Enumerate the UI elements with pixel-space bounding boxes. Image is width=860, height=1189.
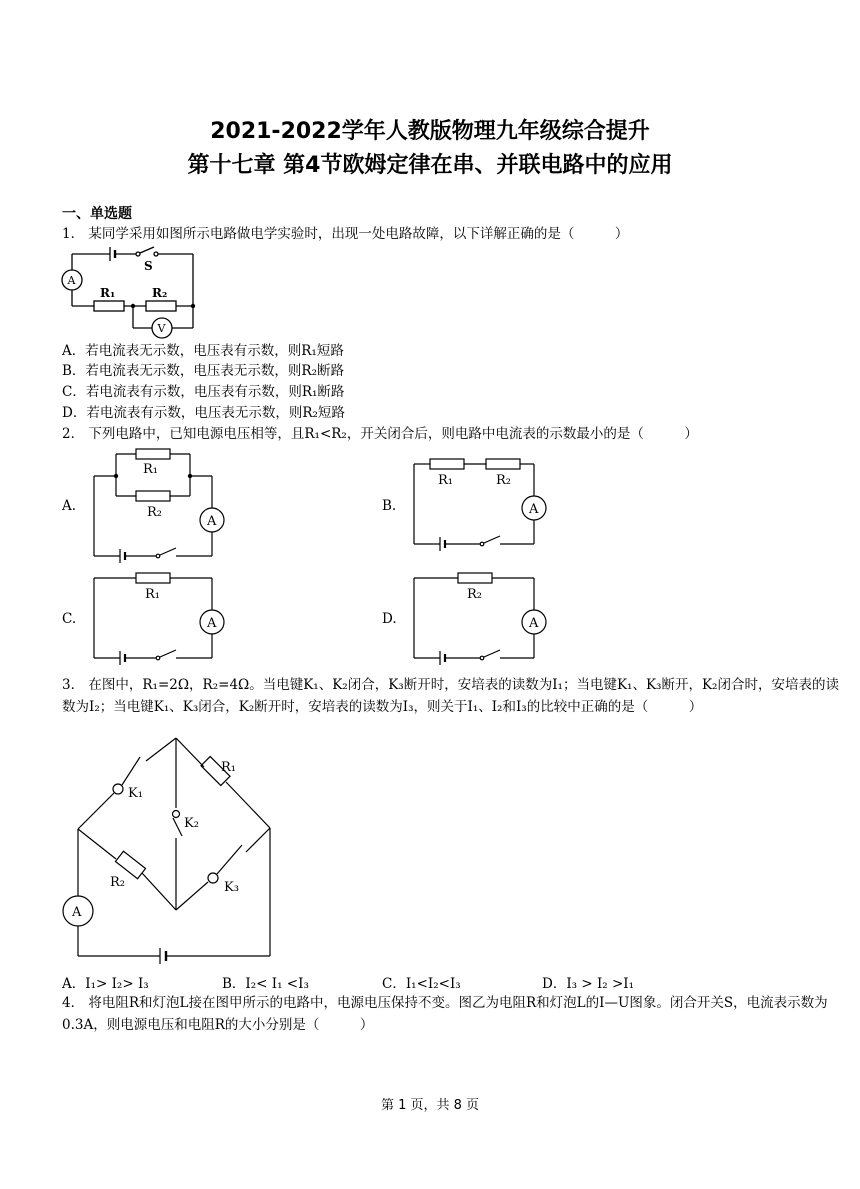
q2b-r2-label: R₂ — [496, 473, 511, 488]
q1-option-a[interactable]: A．若电流表无示数，电压表有示数，则R₁短路 — [62, 343, 344, 359]
q2-circuit-b[interactable] — [410, 456, 552, 550]
q1-stem: 1． 某同学采用如图所示电路做电学实验时，出现一处电路故障，以下详解正确的是（ ） — [62, 226, 629, 242]
q4-stem: 4． 将电阻R和灯泡L接在图甲所示的电路中，电源电压保持不变。图乙为电阻R和灯泡L的I—U图象。闭合开关S，电流表示数为0.3A，则电源电压和电阻R的大小分别是（ ） — [62, 995, 828, 1033]
q2c-ammeter-label: A — [207, 616, 217, 631]
q2-option-d-letter[interactable]: D. — [382, 611, 397, 627]
page-subtitle: 第十七章 第4节欧姆定律在串、并联电路中的应用 — [187, 153, 673, 178]
q3-option-b[interactable]: B．I₂< I₁ <I₃ — [222, 976, 309, 992]
q2a-r1-label: R₁ — [143, 462, 158, 477]
section-heading: 一、单选题 — [62, 206, 132, 222]
q3-k3-label: K₃ — [224, 880, 239, 895]
q1-circuit-diagram — [60, 244, 200, 340]
page-footer: 第 1 页，共 8 页 — [380, 1098, 480, 1113]
q2c-r1-label: R₁ — [145, 587, 160, 602]
q1-r2-label: R₂ — [152, 286, 168, 300]
q2-circuit-d[interactable] — [410, 570, 552, 666]
q3-circuit-diagram — [58, 734, 278, 966]
q2-stem: 2． 下列电路中，已知电源电压相等，且R₁<R₂，开关闭合后，则电路中电流表的示数最小的是（ ） — [62, 426, 698, 442]
q2-circuit-a[interactable] — [90, 446, 230, 564]
q1-r1-label: R₁ — [100, 286, 116, 300]
q2a-r2-label: R₂ — [147, 505, 162, 520]
q1-option-c[interactable]: C．若电流表有示数，电压表有示数，则R₁断路 — [62, 384, 345, 400]
q2-circuit-c[interactable] — [90, 570, 230, 666]
q2-option-a-letter[interactable]: A. — [62, 498, 77, 514]
q2d-r2-label: R₂ — [467, 587, 482, 602]
q3-r2-label: R₂ — [110, 875, 125, 890]
q1-switch-label: S — [144, 259, 153, 273]
q3-k1-label: K₁ — [128, 786, 143, 801]
q2a-ammeter-label: A — [207, 514, 217, 529]
q2b-r1-label: R₁ — [438, 473, 453, 488]
q3-k2-label: K₂ — [184, 816, 199, 831]
q1-option-b[interactable]: B．若电流表无示数，电压表无示数，则R₂断路 — [62, 363, 344, 379]
q3-option-c[interactable]: C．I₁<I₂<I₃ — [382, 976, 461, 992]
q1-voltmeter-label: V — [157, 322, 166, 335]
page-title: 2021-2022学年人教版物理九年级综合提升 — [210, 119, 650, 144]
q2-option-b-letter[interactable]: B. — [382, 498, 397, 514]
q3-stem: 3． 在图中，R₁=2Ω，R₂=4Ω。当电键K₁、K₂闭合，K₃断开时，安培表的读数为I₁；当电键K₁、K₃断开，K₂闭合时，安培表的读数为I₂；当电键K₁、K₃闭合，K₂断开时，安培表的读数为I₃，则关于I₁、I₂和I₃的比较中正确的是（ ） — [62, 677, 839, 715]
q3-option-a[interactable]: A．I₁> I₂> I₃ — [62, 976, 149, 992]
q3-r1-label: R₁ — [221, 760, 236, 775]
q2b-ammeter-label: A — [529, 502, 539, 517]
q2d-ammeter-label: A — [529, 616, 539, 631]
q3-option-d[interactable]: D．I₃ > I₂ >I₁ — [542, 976, 635, 992]
q3-ammeter-label: A — [72, 905, 82, 920]
q1-ammeter-label: A — [67, 274, 76, 287]
q2-option-c-letter[interactable]: C. — [62, 611, 77, 627]
q1-option-d[interactable]: D．若电流表有示数，电压表无示数，则R₂短路 — [62, 405, 345, 421]
